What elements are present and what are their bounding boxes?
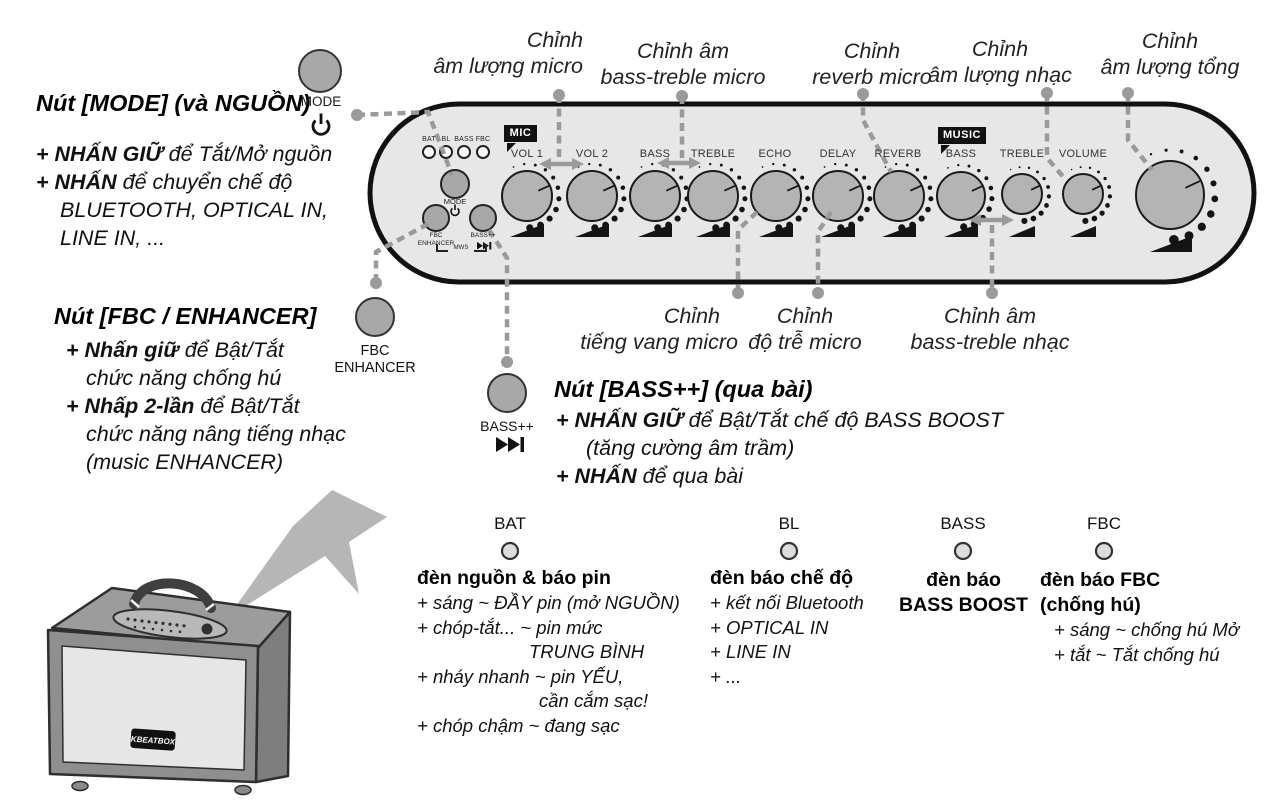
speaker-foot: [235, 786, 251, 795]
mode-line: + NHẤN GIỮ để Tắt/Mở nguồn: [36, 142, 333, 166]
pointer-arrow: [228, 490, 387, 617]
knob: [751, 171, 801, 221]
fbc-callout-label: FBC ENHANCER: [334, 343, 416, 376]
mode-line: LINE IN, ...: [60, 226, 166, 250]
mode-section-body: [36, 140, 332, 252]
mic-tag: MIC: [504, 125, 537, 142]
legend-bl-name: BL: [778, 514, 800, 533]
speaker-illustration: [48, 583, 290, 794]
speaker-logo-text: KBEATBOX: [130, 734, 176, 747]
legend-leds: [502, 543, 1112, 559]
knob-label-reverb: REVERB: [874, 148, 922, 160]
label-mic-bass-treble: Chỉnh âm bass-treble micro: [600, 39, 766, 89]
label-mic-delay: Chỉnh độ trễ micro: [748, 304, 862, 354]
knob: [502, 171, 552, 221]
knob-label-echo: ECHO: [758, 148, 792, 160]
bass-callout-label: BASS++: [480, 418, 534, 434]
fbc-section-title: Nút [FBC / ENHANCER]: [54, 303, 317, 329]
knob-label-music-treble: TREBLE: [999, 148, 1045, 160]
legend-bass-block: đèn báo BASS BOOST: [899, 569, 1028, 616]
mode-line: + NHẤN để chuyển chế độ: [36, 170, 293, 194]
knob-label-vol1: VOL 1: [510, 148, 544, 160]
bass-legend-led: [955, 543, 971, 559]
knob: [874, 171, 924, 221]
bass-led: [458, 146, 470, 158]
knob-label-treble: TREBLE: [690, 148, 736, 160]
label-music-volume: Chỉnh âm lượng nhạc: [928, 37, 1072, 87]
mode-button: [441, 170, 469, 198]
knob-label-music-bass: BASS: [945, 148, 977, 160]
label-mic-reverb: Chỉnh reverb micro: [812, 39, 932, 89]
legend-bass-name: BASS: [940, 514, 986, 533]
fbc-line: (music ENHANCER): [86, 450, 284, 474]
bl-legend-led: [781, 543, 797, 559]
knob: [1136, 161, 1204, 229]
knob: [937, 172, 985, 220]
panel-fbc-label: FBC ENHANCER: [417, 232, 455, 247]
label-music-bass-treble: Chỉnh âm bass-treble nhạc: [910, 304, 1070, 354]
panel-led-label-bass: BASS: [454, 136, 474, 143]
legend-bl-block: đèn báo chế độ + kết nối Bluetooth + OPTICAL IN + LINE IN + ...: [710, 567, 864, 687]
power-icon-large: [313, 114, 329, 135]
label-master-volume: Chỉnh âm lượng tổng: [1100, 29, 1240, 79]
knob-label-bass: BASS: [639, 148, 671, 160]
skip-icon-large: [496, 437, 524, 452]
panel-led-label-bl: BL: [441, 136, 451, 143]
panel-mws-label: MWS: [453, 245, 469, 251]
mode-section-title: Nút [MODE] (và NGUỒN): [36, 90, 311, 116]
bass-callout-button: [488, 374, 526, 412]
mode-line: BLUETOOTH, OPTICAL IN,: [60, 198, 329, 222]
speaker-grille: [62, 646, 246, 770]
fbc-line: chức năng chống hú: [86, 366, 282, 390]
bass-plus-button: [470, 205, 496, 231]
bat-legend-led: [502, 543, 518, 559]
fbc-callout-button: [356, 298, 394, 336]
panel-mode-label: MODE: [443, 197, 467, 206]
mode-callout-button: [299, 50, 341, 92]
knob: [688, 171, 738, 221]
knob: [813, 171, 863, 221]
music-tag: MUSIC: [938, 127, 986, 144]
bass-section-title: Nút [BASS++] (qua bài): [554, 376, 813, 402]
speaker-foot: [72, 782, 88, 791]
fbc-line: chức năng nâng tiếng nhạc: [86, 422, 346, 446]
knob-label-delay: DELAY: [819, 148, 857, 160]
knob: [1063, 174, 1103, 214]
fbc-line: + Nhấp 2-lần để Bật/Tắt: [66, 394, 300, 418]
knob: [1002, 174, 1042, 214]
knob: [567, 171, 617, 221]
legend-fbc-block: đèn báo FBC (chống hú) + sáng ~ chống hú Mở + tắt ~ Tắt chống hú: [1040, 569, 1239, 665]
knob-label-music-volume: VOLUME: [1058, 148, 1108, 160]
fbc-legend-led: [1096, 543, 1112, 559]
bass-line: + NHẤN để qua bài: [556, 464, 744, 488]
legend-fbc-name: FBC: [1087, 514, 1121, 533]
bat-led: [423, 146, 435, 158]
label-mic-volume: Chỉnh âm lượng micro: [433, 28, 583, 78]
knob: [630, 171, 680, 221]
bass-line: + NHẤN GIỮ để Bật/Tắt chế độ BASS BOOST: [556, 408, 1003, 432]
label-mic-echo: Chỉnh tiếng vang micro: [580, 304, 738, 354]
legend-bat-name: BAT: [494, 514, 526, 533]
bass-section-body: [556, 406, 1003, 490]
mode-callout-label: MODE: [300, 94, 342, 109]
bass-line: (tăng cường âm trầm): [586, 436, 795, 460]
fbc-line: + Nhấn giữ để Bật/Tắt: [66, 338, 284, 362]
panel-led-label-bat: BAT: [422, 136, 436, 143]
knob-label-vol2: VOL 2: [575, 148, 609, 160]
panel-led-label-fbc: FBC: [475, 136, 491, 143]
legend-bat-block: đèn nguồn & báo pin + sáng ~ ĐẦY pin (mở NGUỒN) + chóp-tắt... ~ pin mức TRUNG BÌNH + nháy nhanh ~ pin YẾU, cần cắm sạc! + chóp chậm ~ đang sạc: [417, 567, 680, 736]
fbc-section-body: [66, 336, 346, 476]
panel-bass-label: BASS++: [470, 232, 496, 239]
